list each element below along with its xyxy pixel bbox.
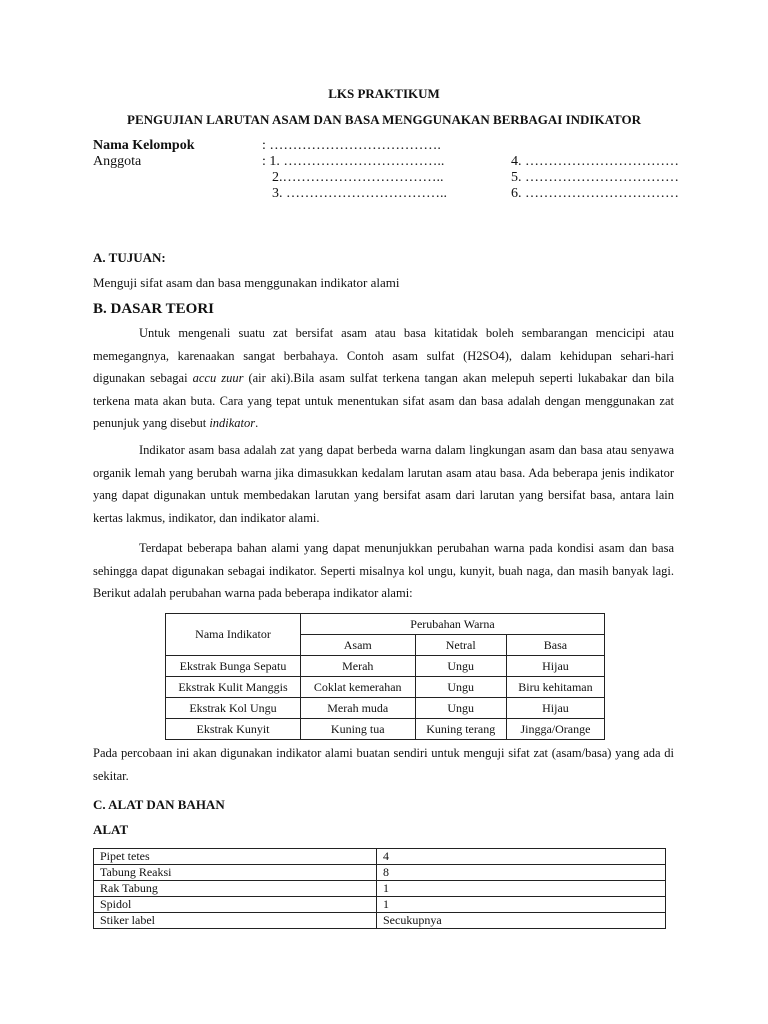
worksheet-title: LKS PRAKTIKUM — [328, 86, 440, 101]
section-b-heading: B. DASAR TEORI — [93, 301, 215, 317]
cell-indicator: Ekstrak Bunga Sepatu — [166, 656, 301, 677]
member-field-6: 6. …………………………… — [511, 186, 679, 201]
tool-name: Stiker label — [94, 913, 377, 929]
cell-base: Biru kehitaman — [506, 677, 604, 698]
member-field-4: 4. …………………………… — [511, 154, 679, 169]
tool-name: Pipet tetes — [94, 849, 377, 865]
cell-base: Hijau — [506, 656, 604, 677]
tool-quantity: 4 — [377, 849, 666, 865]
tool-quantity: Secukupnya — [377, 913, 666, 929]
cell-base: Jingga/Orange — [506, 719, 604, 740]
cell-indicator: Ekstrak Kol Ungu — [166, 698, 301, 719]
section-c-heading: C. ALAT DAN BAHAN — [93, 797, 225, 812]
member-field-1: : 1. …………………………….. — [262, 154, 445, 169]
cell-neutral: Ungu — [415, 677, 506, 698]
cell-acid: Coklat kemerahan — [301, 677, 416, 698]
tool-quantity: 1 — [377, 881, 666, 897]
table-row — [94, 881, 666, 897]
cell-indicator: Ekstrak Kunyit — [166, 719, 301, 740]
table-row — [166, 677, 605, 698]
table-row — [94, 865, 666, 881]
table-row — [94, 849, 666, 865]
subheader-acid: Asam — [301, 635, 416, 656]
table-row — [166, 698, 605, 719]
tools-subheading: ALAT — [93, 822, 129, 837]
subheader-base: Basa — [506, 635, 604, 656]
theory-paragraph-2 — [93, 439, 674, 529]
header-indicator-name: Nama Indikator — [166, 614, 301, 656]
tool-name: Rak Tabung — [94, 881, 377, 897]
member-field-3: 3. …………………………….. — [272, 186, 447, 201]
cell-indicator: Ekstrak Kulit Manggis — [166, 677, 301, 698]
cell-neutral: Kuning terang — [415, 719, 506, 740]
section-a-text: Menguji sifat asam dan basa menggunakan indikator alami — [93, 275, 400, 290]
member-field-2: 2.…………………………….. — [272, 170, 444, 185]
tool-name: Spidol — [94, 897, 377, 913]
group-name-field: : ………………………………. — [262, 138, 441, 153]
tool-quantity: 1 — [377, 897, 666, 913]
theory-paragraph-1 — [93, 322, 674, 435]
member-field-5: 5. …………………………… — [511, 170, 679, 185]
theory-p1-italic-indikator: indikator — [209, 416, 256, 430]
members-label: Anggota — [93, 154, 142, 169]
table-row — [166, 719, 605, 740]
theory-p2-text: Indikator asam basa adalah zat yang dapat berbeda warna dalam lingkungan asam dan basa atau senyawa organik lemah yang berubah warna jika dimasukkan kedalam larutan asam atau basa. Ada beberapa jenis indikator yang dapat digunakan untuk membedakan larutan yang bersifat asam dari larutan yang bersifat basa, antara lain kertas lakmus, indikator, dan indikator alami. — [93, 443, 674, 525]
theory-paragraph-3 — [93, 537, 674, 605]
theory-p1-text-b: (air aki).Bila asam sulfat terkena tangan akan melepuh seperti lukabakar dan bila terkena mata akan buta. Cara yang tepat untuk menentukan sifat asam dan basa adalah dengan menggunakan zat penunjuk yang disebut — [93, 371, 674, 430]
subheader-neutral: Netral — [415, 635, 506, 656]
table-row — [94, 913, 666, 929]
theory-p1-text-a: Untuk mengenali suatu zat bersifat asam atau basa kitatidak boleh sembarangan mencicipi atau memegangnya, karenaakan sangat berbahaya. Contoh asam sulfat (H2SO4), dalam kehidupan sehari-hari digunakan sebagai — [93, 326, 674, 385]
cell-neutral: Ungu — [415, 656, 506, 677]
cell-acid: Merah muda — [301, 698, 416, 719]
tool-name: Tabung Reaksi — [94, 865, 377, 881]
table-row — [94, 897, 666, 913]
cell-neutral: Ungu — [415, 698, 506, 719]
cell-acid: Merah — [301, 656, 416, 677]
indicator-color-table — [165, 613, 605, 740]
table-header-row — [166, 614, 605, 635]
theory-p1-italic-accu: accu zuur — [192, 371, 244, 385]
cell-base: Hijau — [506, 698, 604, 719]
group-name-label: Nama Kelompok — [93, 138, 195, 153]
cell-acid: Kuning tua — [301, 719, 416, 740]
worksheet-subtitle: PENGUJIAN LARUTAN ASAM DAN BASA MENGGUNAKAN BERBAGAI INDIKATOR — [127, 112, 641, 127]
tool-quantity: 8 — [377, 865, 666, 881]
theory-closing-paragraph: Pada percobaan ini akan digunakan indikator alami buatan sendiri untuk menguji sifat zat (asam/basa) yang ada di sekitar. — [93, 746, 674, 783]
section-a-heading: A. TUJUAN: — [93, 250, 166, 265]
theory-p3-text: Terdapat beberapa bahan alami yang dapat menunjukkan perubahan warna pada kondisi asam dan basa sehingga dapat digunakan sebagai indikator. Seperti misalnya kol ungu, kunyit, buah naga, dan masih banyak lagi. Berikut adalah perubahan warna pada beberapa indikator alami: — [93, 541, 674, 600]
theory-p1-text-c: . — [255, 416, 259, 430]
tools-table — [93, 848, 666, 929]
table-row — [166, 656, 605, 677]
header-color-change: Perubahan Warna — [301, 614, 605, 635]
